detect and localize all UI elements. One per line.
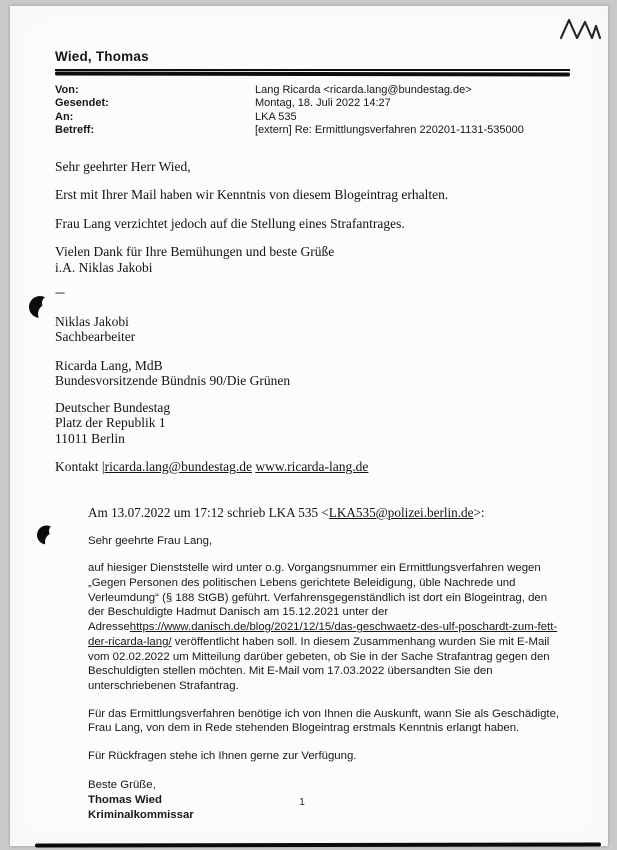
meta-label: Betreff: xyxy=(55,124,95,137)
signature-address xyxy=(55,400,570,447)
meta-row-von xyxy=(55,84,570,97)
address-street: Platz der Republik 1 xyxy=(55,415,166,431)
sender-name: Thomas Wied xyxy=(88,793,162,806)
scanned-page xyxy=(10,6,608,846)
print-header xyxy=(55,48,570,71)
cursor-artifact: | xyxy=(101,459,105,475)
signature-principal xyxy=(55,358,570,389)
quote-paragraph-request: Für das Ermittlungsverfahren benötige ich von Ihnen die Auskunft, wann Sie als Geschädigte, Frau Lang, von dem in Rede stehenden Blogeintrag erstmals Kenntnis erlangt haben. xyxy=(88,707,560,735)
signature-person xyxy=(55,314,570,345)
case-text: auf hiesiger Dienststelle wird unter o.g. Vorgangsnummer ein Ermittlungsverfahren wegen „Gegen Personen des politischen Lebens gerichtete Beleidigung, üble Nachrede und Verleumdung“ (§ 188 StGB) geführt. Verfahrensgegenständlich ist dort ein Blogeintrag, den der Beschuldigte Hadmut Danisch am 15.12.2021 unter der Adresse xyxy=(88,562,548,634)
contact-website-link: www.ricarda-lang.de xyxy=(255,459,369,475)
contact-email-link: ricarda.lang@bundestag.de xyxy=(104,459,252,475)
quote-attribution xyxy=(88,505,566,521)
signed-line: i.A. Niklas Jakobi xyxy=(55,259,153,275)
attribution-text: Am 13.07.2022 um 17:12 schrieb LKA 535 < xyxy=(88,504,329,520)
meta-label: Gesendet: xyxy=(55,97,109,110)
principal-role: Bundesvorsitzende Bündnis 90/Die Grünen xyxy=(55,373,291,389)
meta-value-recipient: LKA 535 xyxy=(255,110,297,123)
kontakt-line xyxy=(55,459,570,475)
mail-meta-block xyxy=(55,84,570,138)
address-city: 11011 Berlin xyxy=(55,430,125,446)
principal-name: Ricarda Lang, MdB xyxy=(55,357,163,373)
meta-value-subject: [extern] Re: Ermittlungsverfahren 220201-1131-535000 xyxy=(255,124,524,137)
scan-bottom-edge xyxy=(35,843,601,848)
reply-salutation: Sehr geehrter Herr Wied, xyxy=(55,158,191,174)
closing-greeting: Beste Grüße, xyxy=(88,778,156,791)
meta-row-an xyxy=(55,111,570,124)
meta-row-betreff xyxy=(55,124,570,137)
meta-row-gesendet xyxy=(55,97,570,110)
attribution-text: >: xyxy=(473,504,485,520)
kontakt-label: Kontakt xyxy=(55,459,99,475)
page-number: 1 xyxy=(299,796,305,808)
address-org: Deutscher Bundestag xyxy=(55,399,171,415)
handwritten-zigzag-mark xyxy=(558,14,604,44)
blog-url-link: https://www.danisch.de/blog/2021/12/15/das-geschwaetz-des-ulf-poschardt-zum-fett-der-ricarda-lang/ xyxy=(88,621,558,648)
header-rule xyxy=(55,71,570,76)
meta-value-date: Montag, 18. Juli 2022 14:27 xyxy=(255,97,391,110)
reply-thanks xyxy=(55,244,570,275)
scan-artifact-blob xyxy=(28,294,54,322)
thanks-line: Vielen Dank für Ihre Bemühungen und beste Grüße xyxy=(55,244,335,260)
case-text: veröffentlicht haben soll. In diesem Zusammenhang wurden Sie mit E-Mail vom 02.02.2022 um Mitteilung darüber gebeten, ob Sie in der Sache Strafantrag gegen den Beschuldigten stellen möchten. Mit E-Mail vom 17.03.2022 übersandten Sie den unterschriebenen Strafantrag. xyxy=(88,635,550,692)
meta-label: Von: xyxy=(55,84,79,96)
quote-salutation: Sehr geehrte Frau Lang, xyxy=(88,534,213,547)
signature-separator: --- xyxy=(55,285,64,300)
sender-title: Kriminalkommissar xyxy=(88,809,194,822)
signature-role: Sachbearbeiter xyxy=(55,329,136,345)
lka-email-link: LKA535@polizei.berlin.de xyxy=(328,504,474,520)
quoted-message xyxy=(88,505,566,824)
quote-paragraph-contact: Für Rückfragen stehe ich Ihnen gerne zur Verfügung. xyxy=(88,750,357,763)
recipient-name: Wied, Thomas xyxy=(55,49,149,64)
signature-name: Niklas Jakobi xyxy=(55,313,129,329)
reply-paragraph: Erst mit Ihrer Mail haben wir Kenntnis von diesem Blogeintrag erhalten. xyxy=(55,187,449,203)
meta-value-sender: Lang Ricarda <ricarda.lang@bundestag.de> xyxy=(255,84,472,96)
reply-paragraph: Frau Lang verzichtet jedoch auf die Stellung eines Strafantrages. xyxy=(55,215,405,231)
meta-label: An: xyxy=(55,110,74,123)
quote-paragraph-case xyxy=(88,561,566,693)
